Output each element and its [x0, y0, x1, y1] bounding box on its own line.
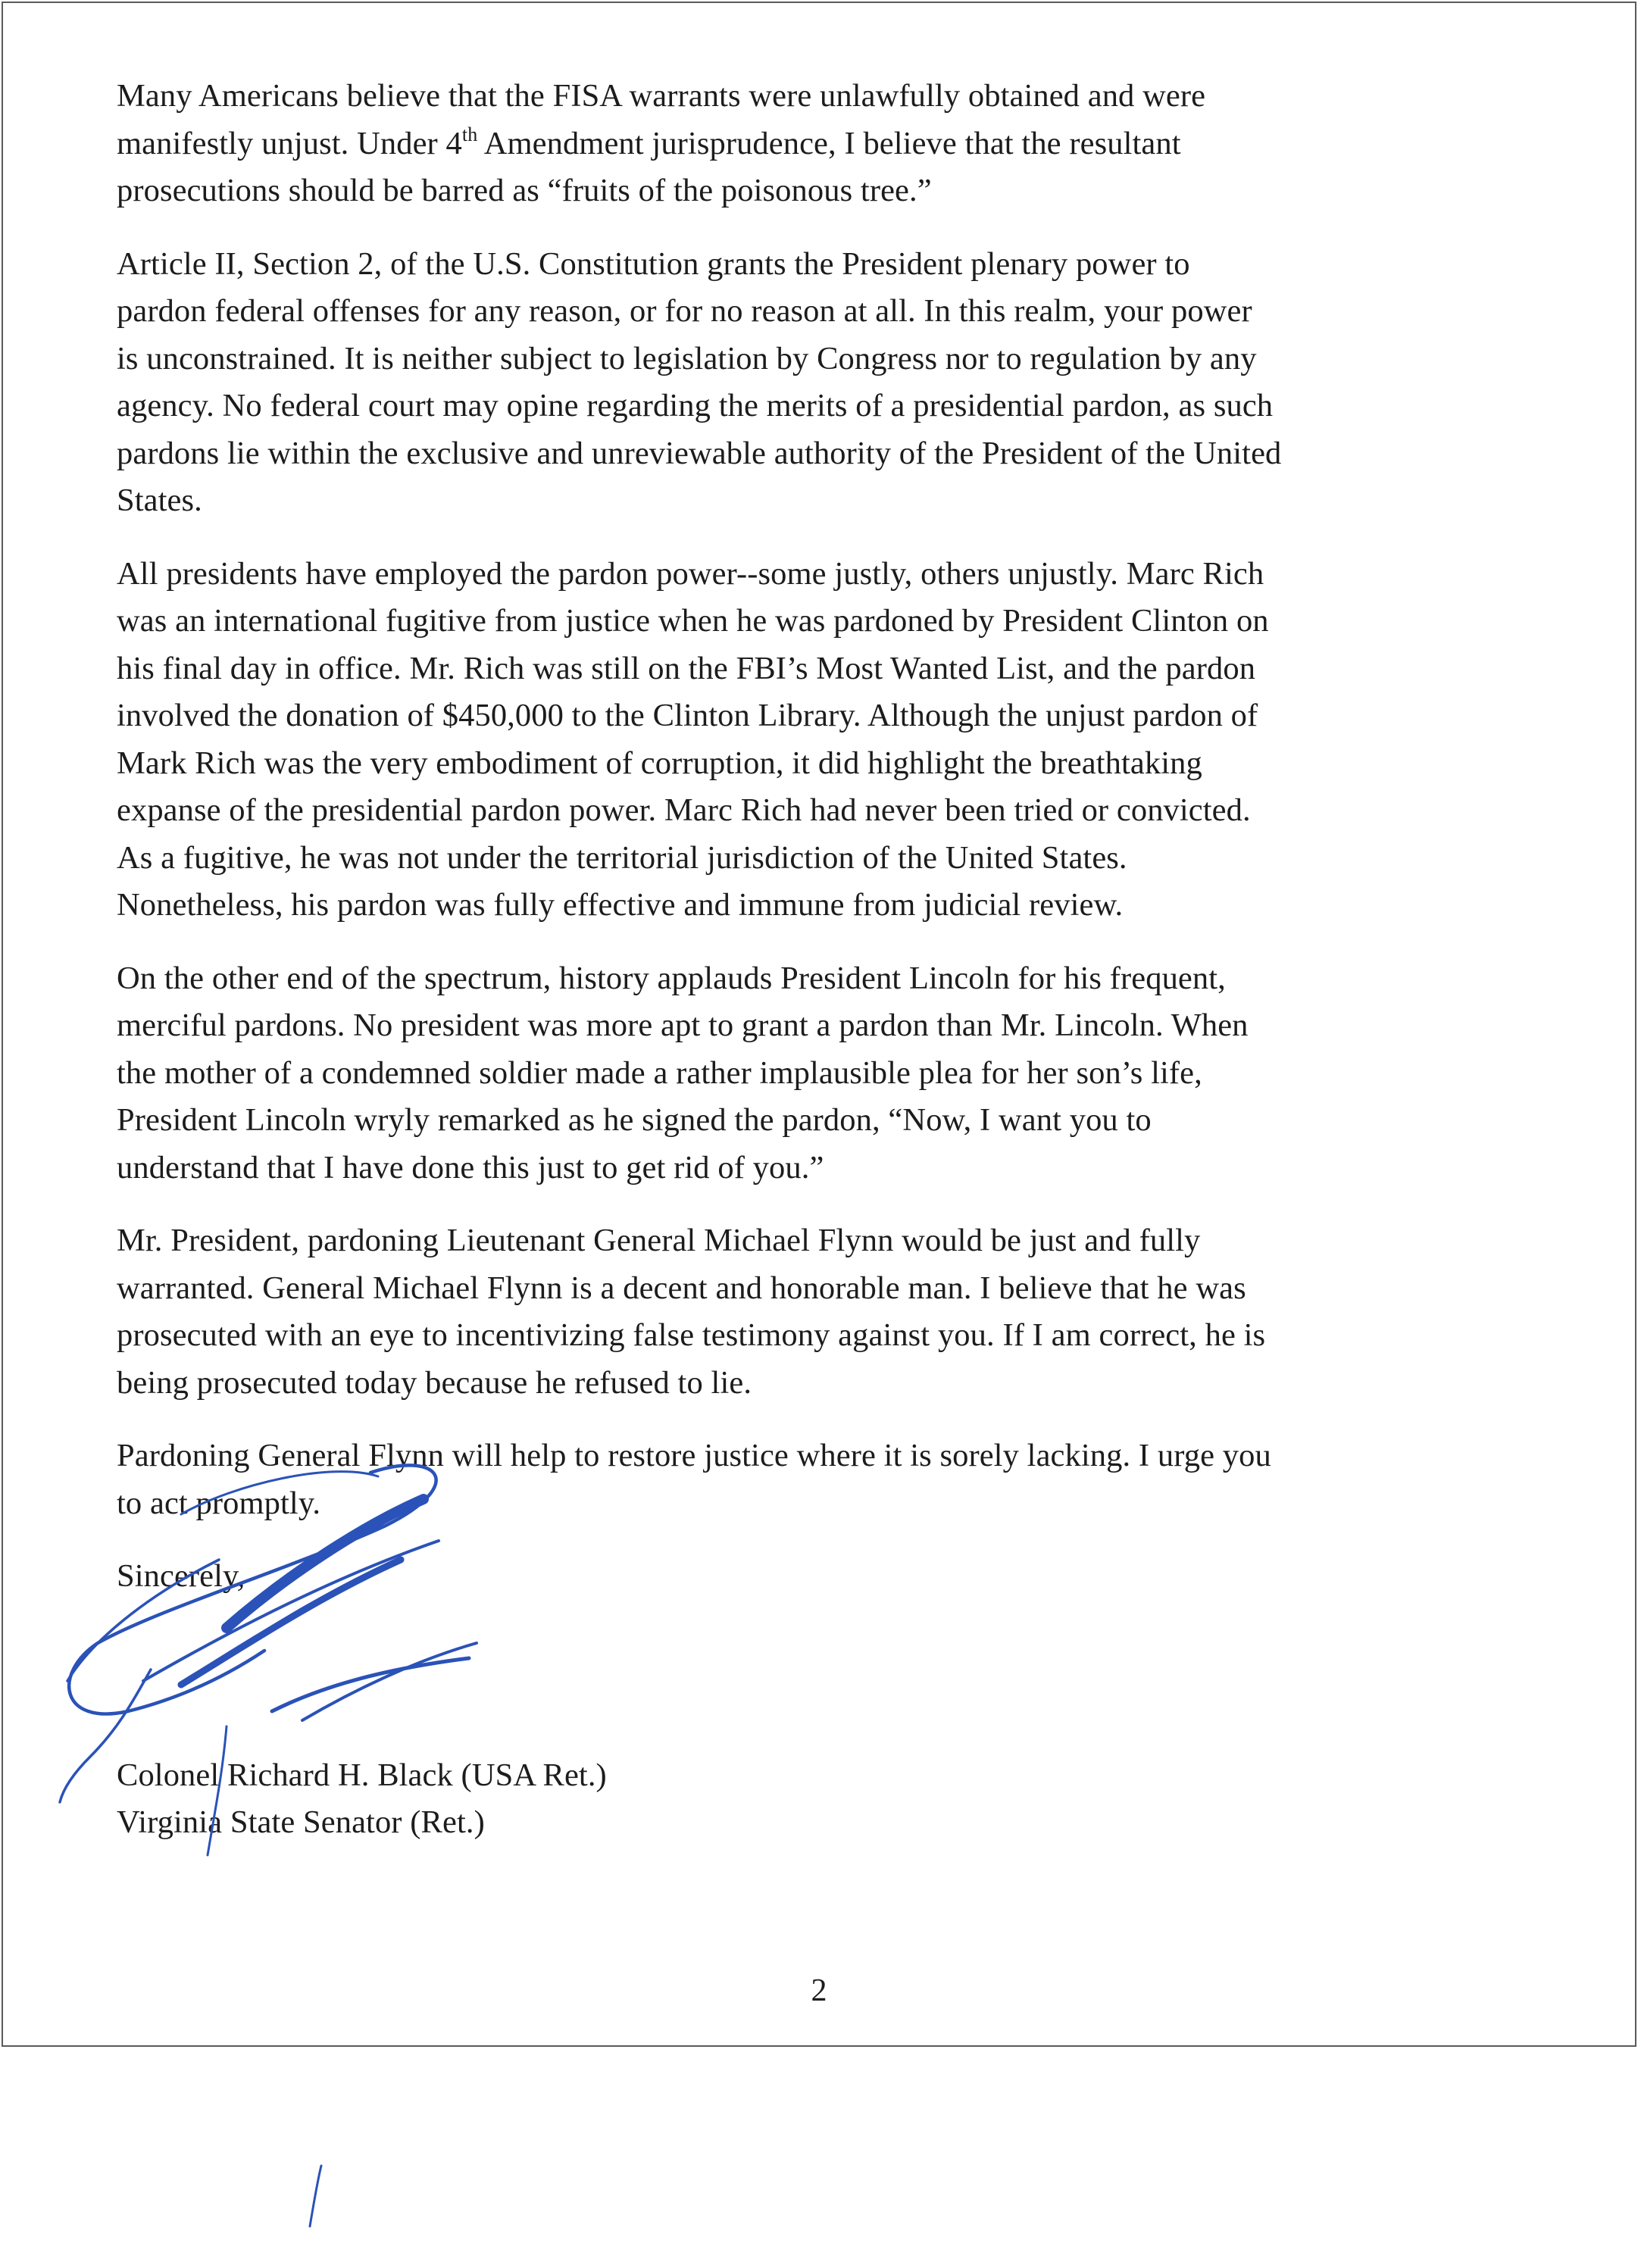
closing-line: Sincerely, [117, 1558, 245, 1594]
paragraph [117, 1217, 1556, 1407]
text-line: is unconstrained. It is neither subject to legislation by Congress nor to regulation by any [117, 340, 1257, 376]
superscript-wrapper [461, 123, 478, 161]
text-line: Mark Rich was the very embodiment of corruption, it did highlight the breathtaking [117, 745, 1202, 781]
page-number: 2 [811, 1973, 827, 2008]
text-segment: manifestly unjust. Under 4 [117, 125, 462, 161]
text-line: the mother of a condemned soldier made a rather implausible plea for her son’s life, [117, 1054, 1202, 1091]
letter-paragraphs [117, 73, 1556, 1527]
text-line: President Lincoln wryly remarked as he signed the pardon, “Now, I want you to [117, 1102, 1152, 1138]
text-line: As a fugitive, he was not under the territorial jurisdiction of the United States. [117, 839, 1127, 876]
text-line: to act promptly. [117, 1485, 321, 1521]
text-line [117, 120, 1556, 168]
paragraph [117, 551, 1556, 929]
ordinal-superscript: th [461, 123, 478, 145]
text-line: was an international fugitive from justice when he was pardoned by President Clinton on [117, 603, 1269, 639]
signer-title: Virginia State Senator (Ret.) [117, 1804, 485, 1840]
signer-name: Colonel Richard H. Black (USA Ret.) [117, 1757, 607, 1793]
paragraph [117, 241, 1556, 525]
text-line: his final day in office. Mr. Rich was still on the FBI’s Most Wanted List, and the pardon [117, 650, 1256, 686]
text-line: being prosecuted today because he refused to lie. [117, 1364, 752, 1401]
text-line: Pardoning General Flynn will help to restore justice where it is sorely lacking. I urge you [117, 1438, 1271, 1473]
signature-block [117, 1752, 1556, 1847]
text-segment: Amendment jurisprudence, I believe that the resultant [477, 125, 1181, 161]
text-line: merciful pardons. No president was more apt to grant a pardon than Mr. Lincoln. When [117, 1007, 1249, 1043]
text-line: agency. No federal court may opine regarding the merits of a presidential pardon, as such [117, 388, 1274, 423]
text-line: pardons lie within the exclusive and unreviewable authority of the President of the United [117, 435, 1282, 471]
text-line: prosecutions should be barred as “fruits of the poisonous tree.” [117, 173, 932, 208]
letter-page [2, 2, 1636, 2047]
paragraph [117, 73, 1556, 215]
text-line: prosecuted with an eye to incentivizing false testimony against you. If I am correct, he is [117, 1317, 1266, 1353]
text-line: understand that I have done this just to get rid of you.” [117, 1149, 824, 1186]
text-line: pardon federal offenses for any reason, or for no reason at all. In this realm, your power [117, 293, 1252, 329]
text-line: All presidents have employed the pardon power--some justly, others unjustly. Marc Rich [117, 555, 1264, 592]
text-line: States. [117, 483, 202, 518]
text-line: expanse of the presidential pardon power. Marc Rich had never been tried or convicted. [117, 792, 1251, 828]
paragraph [117, 955, 1556, 1192]
text-line: involved the donation of $450,000 to the Clinton Library. Although the unjust pardon of [117, 698, 1258, 733]
text-line: Article II, Section 2, of the U.S. Constitution grants the President plenary power to [117, 245, 1190, 282]
text-line: On the other end of the spectrum, history applauds President Lincoln for his frequent, [117, 960, 1226, 996]
text-line: Mr. President, pardoning Lieutenant General Michael Flynn would be just and fully [117, 1223, 1201, 1258]
letter-body [117, 73, 1556, 1847]
text-line: Nonetheless, his pardon was fully effective and immune from judicial review. [117, 887, 1124, 923]
text-line: Many Americans believe that the FISA warrants were unlawfully obtained and were [117, 78, 1206, 114]
text-line: warranted. General Michael Flynn is a decent and honorable man. I believe that he was [117, 1270, 1246, 1306]
paragraph [117, 1432, 1556, 1527]
